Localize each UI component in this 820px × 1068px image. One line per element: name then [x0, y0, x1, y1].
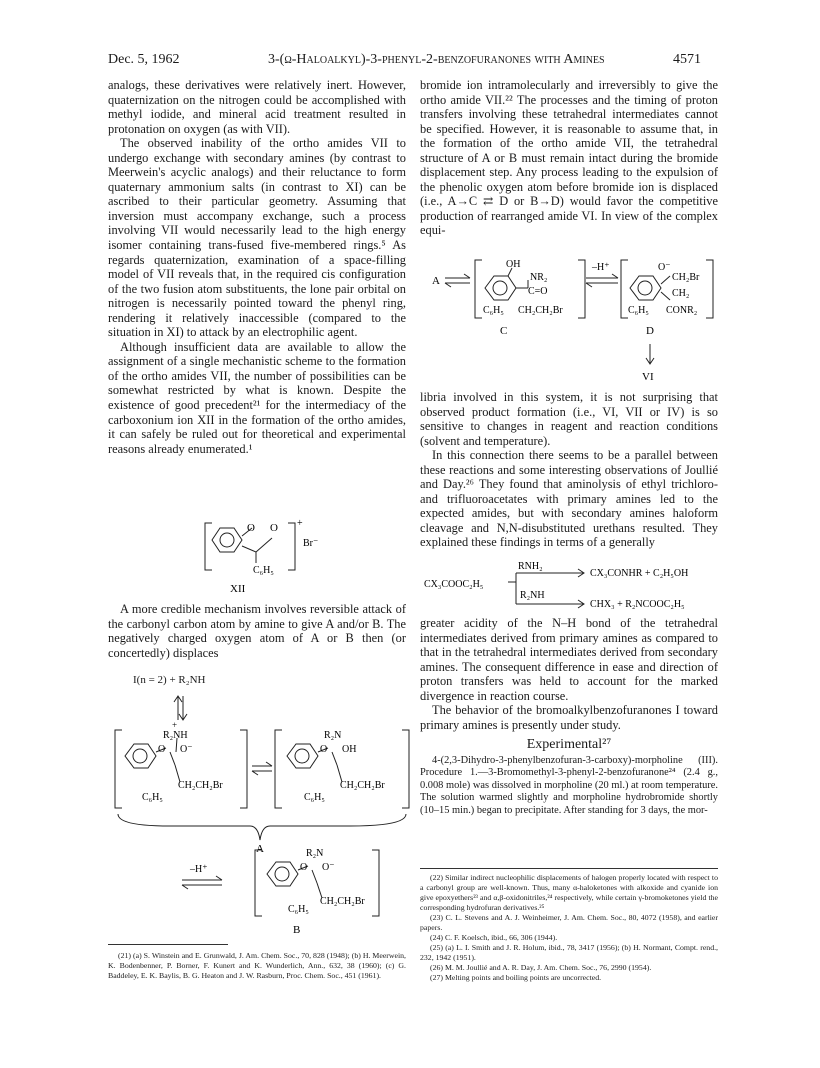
nr2-label: NR₂	[530, 272, 548, 283]
footnote-rule	[108, 944, 228, 945]
conr2-label: CONR₂	[666, 305, 698, 316]
xii-phenyl: C₆H₅	[253, 565, 274, 576]
paragraph: greater acidity of the N–H bond of the tetrahedral intermediates derived from primary amines as compared to that in the tetrahedral intermediates derived from secondary amines. The consequent difference in ease and direction of proton transfers was held to account for the marked divergence in reaction course.	[420, 616, 718, 703]
plus-label: +	[172, 720, 178, 730]
oxygen-label: O	[320, 744, 328, 755]
xii-bromide: Br⁻	[303, 538, 319, 549]
r2n-label: R₂N	[306, 848, 324, 859]
label-vi: VI	[642, 371, 654, 383]
footnote: (26) M. M. Joullié and A. R. Day, J. Am. Chem. Soc., 76, 2990 (1954).	[430, 963, 652, 972]
c6h5-label: C₆H₅	[142, 792, 163, 803]
ch2-label: CH₂	[672, 288, 690, 299]
footnotes-right	[420, 873, 718, 983]
experimental-heading: Experimental²⁷	[526, 737, 612, 753]
label-c: C	[500, 325, 508, 337]
xii-oxygen-2: O	[270, 522, 278, 534]
paragraph: In this connection there seems to be a parallel between these reactions and some interesting observations of Joullié and Day.²⁶ They found that aminolysis of ethyl trichloro- and trifluoroacetates with primary amines led to the expected amides, but with secondary amines haloform cleavage and N,N-disubstituted urethans resulted. They explained these findings in terms of a generally	[420, 448, 718, 550]
r2nh-label: R₂NH	[163, 730, 188, 741]
oxygen-label: O	[300, 862, 308, 873]
paragraph: analogs, these derivatives were relatively inert. However, quaternization on the nitrogen could be accomplished with methyl iodide, and mineral acid treatment resulted in protonation on oxygen (as with VII).	[108, 78, 406, 136]
paragraph: A more credible mechanism involves reversible attack of the carbonyl carbon atom by amine to give A and/or B. The negatively charged oxygen atom of A or B then (or concertedly) displaces	[108, 602, 406, 660]
right-column-middle	[420, 390, 718, 550]
footnote: (25) (a) L. I. Smith and J. R. Holum, ibid., 78, 3417 (1956); (b) H. Normant, Compt. rend., 232, 1942 (1951).	[420, 943, 718, 962]
footnote: (22) Similar indirect nucleophilic displacements of halogen properly located with respect to a carbonyl group are well-known. Thus, many α-haloketones with alkoxide and cyanide ion give epoxyethers²³ and α,β-oxidonitriles,²⁴ respectively, while certain γ-bromoketones yield the corresponding hydrofuran derivatives.²⁵	[420, 873, 718, 912]
oh-label: OH	[506, 259, 521, 270]
o-minus-label: O⁻	[658, 262, 671, 273]
left-column-upper	[108, 78, 406, 456]
product-primary: CX₃CONHR + C₂H₅OH	[590, 568, 689, 579]
footnote: (27) Melting points and boiling points are uncorrected.	[430, 973, 602, 982]
structure-xii	[190, 508, 340, 598]
rnh2-label: RNH₂	[518, 561, 543, 572]
label-a: A	[256, 843, 264, 855]
co-label: C=O	[528, 286, 548, 297]
ch2ch2br-label: CH₂CH₂Br	[320, 896, 365, 907]
ch2ch2br-label: CH₂CH₂Br	[178, 780, 223, 791]
label-b: B	[293, 924, 301, 935]
running-head-date: Dec. 5, 1962	[108, 52, 180, 67]
oxygen-label: O	[158, 744, 166, 755]
scheme-cd	[420, 256, 720, 386]
label-d: D	[646, 325, 654, 337]
c6h5-label: C₆H₅	[304, 792, 325, 803]
ch2ch2br-label: CH₂CH₂Br	[340, 780, 385, 791]
minus-h-label: –H⁺	[592, 262, 610, 273]
footnotes-left	[108, 951, 406, 981]
xii-label: XII	[230, 583, 246, 595]
page-number: 4571	[673, 52, 701, 67]
r2nh-label: R₂NH	[520, 590, 545, 601]
c6h5-label: C₆H₅	[483, 305, 504, 316]
xii-oxygen-1: O	[247, 522, 255, 534]
c6h5-label: C₆H₅	[628, 305, 649, 316]
right-column-upper	[420, 78, 718, 238]
paragraph: bromide ion intramolecularly and irreversibly to give the ortho amide VII.²² The processes and the timing of proton transfers involving these tetrahedral intermediates cannot be specified. However, it is reasonable to assume that, in the formation of the ortho amide VII, the tetrahedral structure of A or B must remain intact during the bromide displacement step. Any process leading to the expulsion of the phenolic oxygen atom before bromide ion is displaced (i.e., A→C ⇄ D or B→D) would favor the competitive production of rearranged amide VI. In view of the complex equi-	[420, 78, 718, 238]
label-a-left: A	[432, 275, 440, 287]
paragraph: The behavior of the bromoalkylbenzofuranones I toward primary amines is presently under study.	[420, 703, 718, 732]
left-column-lower	[108, 602, 406, 660]
o-minus-label: O⁻	[180, 744, 193, 755]
aminolysis-scheme	[420, 556, 720, 614]
ch2br-label: CH₂Br	[672, 272, 700, 283]
paragraph: 4-(2,3-Dihydro-3-phenylbenzofuran-3-carboxy)-morpholine (III). Procedure 1.—3-Bromomethyl-3-phenyl-2-benzofuranone²⁴ (2.4 g., 0.008 mole) was dissolved in morpholine (20 ml.) at room temperature. The solution warmed slightly and morpholine hydrobromide shortly (10–15 min.) began to precipitate. After standing for 3 days, the mor-	[420, 754, 718, 816]
r2n-label: R₂N	[324, 730, 342, 741]
scheme-ab-start: I(n = 2) + R₂NH	[133, 674, 206, 686]
product-secondary: CHX₃ + R₂NCOOC₂H₅	[590, 599, 685, 610]
paragraph: libria involved in this system, it is not surprising that observed product formation (i.e., VI, VII or IV) is so sensitive to changes in reagent and reaction conditions (solvent and temperature).	[420, 390, 718, 448]
scheme-ab	[110, 690, 420, 935]
paragraph: Although insufficient data are available to allow the assignment of a single mechanistic scheme to the formation of the ortho amides VII, the number of possibilities can be somewhat restricted by what is known. Despite the existence of good precedent²¹ for the intermediacy of the carboxonium ion XII in the formation of the ortho amides, it can safely be ruled out for theoretical and experimental reasons already enumerated.¹	[108, 339, 406, 456]
c6h5-label: C₆H₅	[288, 904, 309, 915]
reactant-label: CX₃COOC₂H₅	[424, 579, 484, 590]
footnote-rule	[420, 868, 718, 869]
o-minus-label: O⁻	[322, 862, 335, 873]
footnote: (21) (a) S. Winstein and E. Grunwald, J. Am. Chem. Soc., 70, 828 (1948); (b) H. Meerwein, K. Bodenbenner, P. Borner, F. Kunert and K. Wunderlich, Ann., 632, 38 (1960); (c) G. Baddeley, E. K. Baylis, B. G. Heaton and J. W. Rasburn, Proc. Chem. Soc., 451 (1961).	[108, 951, 406, 980]
xii-plus: +	[297, 518, 303, 529]
running-head-title: 3-(ω-Haloalkyl)-3-phenyl-2-benzofuranones with Amines	[268, 52, 605, 67]
oh-label: OH	[342, 744, 357, 755]
minus-h-label: –H⁺	[190, 864, 208, 875]
ch2ch2br-label: CH₂CH₂Br	[518, 305, 563, 316]
footnote: (23) C. L. Stevens and A. J. Weinheimer, J. Am. Chem. Soc., 80, 4072 (1958), and earlier papers.	[420, 913, 718, 932]
paragraph: The observed inability of the ortho amides VII to undergo exchange with secondary amines (by contrast to Meerwein's acyclic analogs) and their reluctance to form quaternary ammonium salts (in contrast to XI) can be ascribed to their particular geometry. Assuming that inversion must accompany exchange, such a process involving VII would necessarily lead to the high energy isomer containing trans-fused five-membered rings.⁵ As regards quaternization, examination of a space-filling model of VII reveals that, in the required cis configuration of the two fusion atom substituents, the lone pair orbital on nitrogen is necessarily pointed toward the phenyl ring, rendering it relatively inaccessible (compared to the situation in XI) to attack by an electrophilic agent.	[108, 136, 406, 340]
footnote: (24) C. F. Koelsch, ibid., 66, 306 (1944).	[430, 933, 558, 942]
right-column-lower	[420, 616, 718, 817]
